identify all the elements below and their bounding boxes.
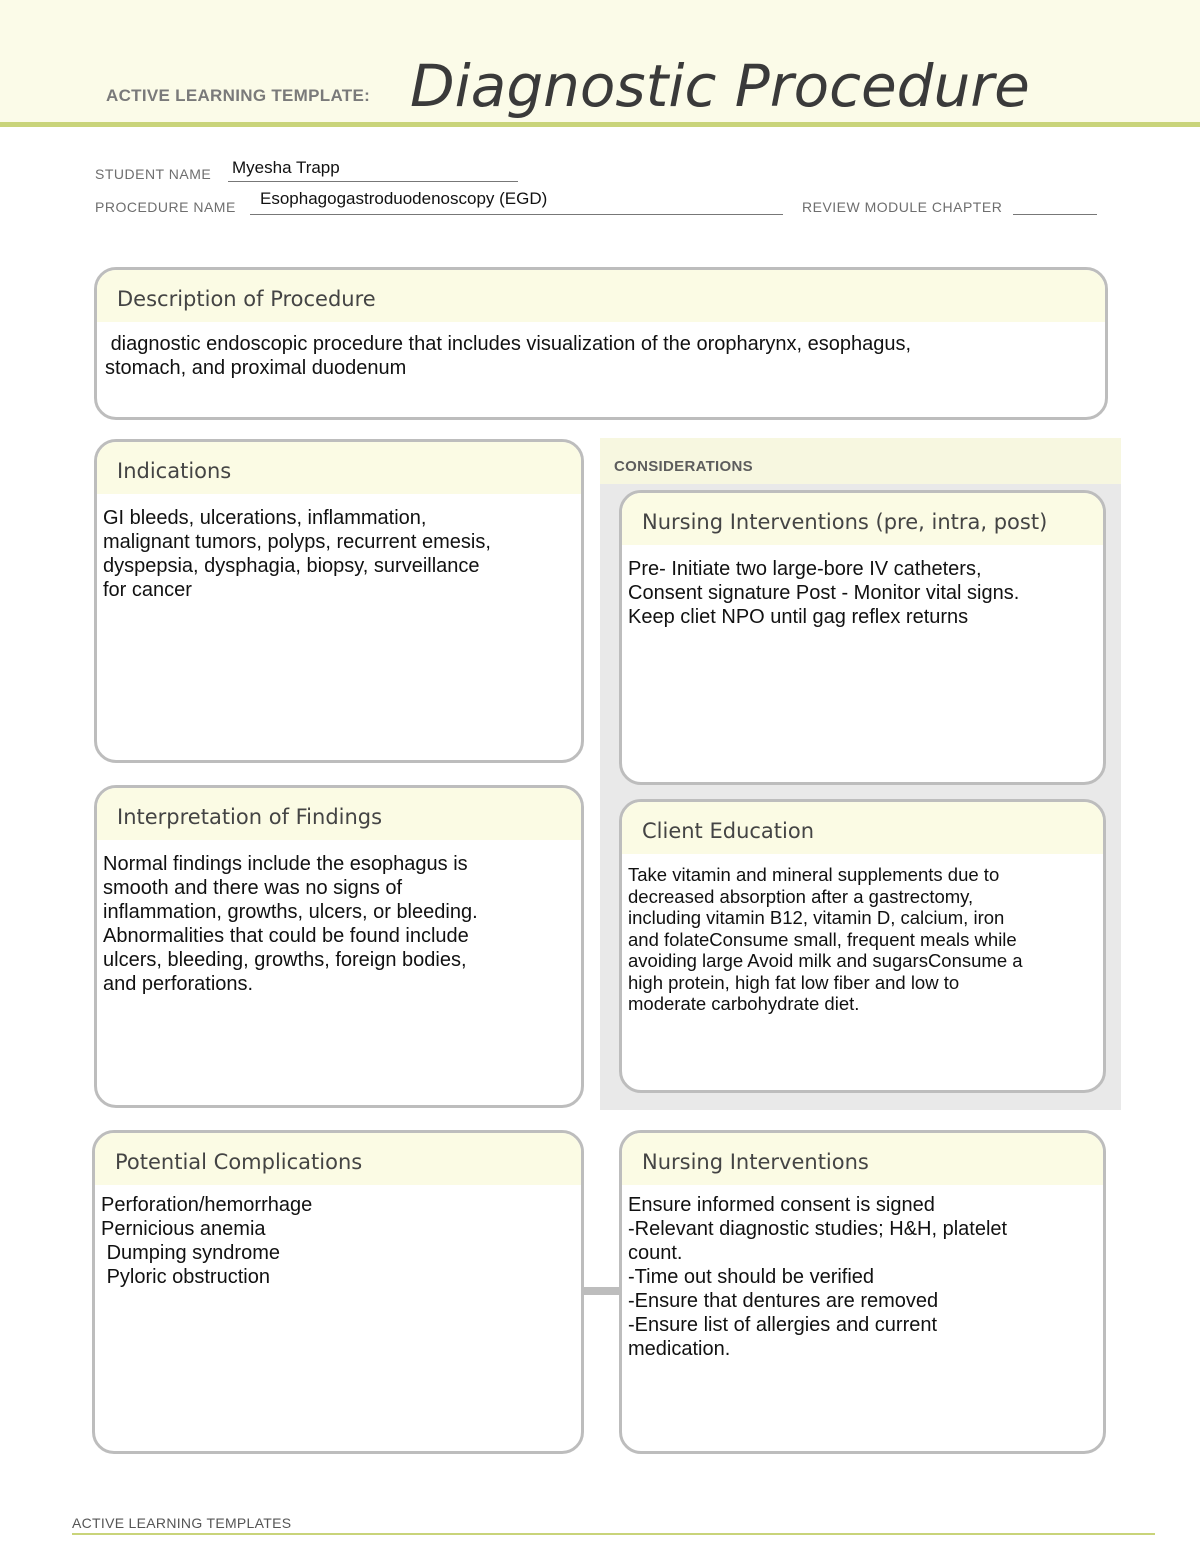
interpretation-text[interactable]: Normal findings include the esophagus is smooth and there was no signs of inflammation, growths, ulcers, or bleeding. Abnormalities that could be found include ulcers, bleeding, growths, foreign bodies, and perforations. — [103, 853, 478, 995]
client-education-box — [619, 799, 1106, 1093]
procedure-name-label: PROCEDURE NAME — [95, 199, 236, 215]
description-box — [94, 267, 1108, 420]
footer-label: ACTIVE LEARNING TEMPLATES — [72, 1515, 292, 1531]
complications-heading: Potential Complications — [95, 1133, 581, 1185]
template-label: ACTIVE LEARNING TEMPLATE: — [106, 86, 371, 105]
nursing-interventions-box — [619, 1130, 1106, 1454]
indications-heading: Indications — [97, 442, 581, 494]
connector-bar — [583, 1287, 620, 1295]
description-heading: Description of Procedure — [97, 270, 1105, 322]
nursing-interventions-heading: Nursing Interventions — [622, 1133, 1103, 1185]
client-education-heading: Client Education — [622, 802, 1103, 854]
indications-box — [94, 439, 584, 763]
complications-text[interactable]: Perforation/hemorrhage Pernicious anemia Dumping syndrome Pyloric obstruction — [101, 1194, 313, 1288]
interpretation-heading: Interpretation of Findings — [97, 788, 581, 840]
footer-rule — [72, 1533, 1155, 1535]
interpretation-box — [94, 785, 584, 1108]
complications-box — [92, 1130, 584, 1454]
nursing-interventions-ppp-heading: Nursing Interventions (pre, intra, post) — [622, 493, 1103, 545]
page-title: Diagnostic Procedure — [410, 52, 1030, 120]
review-module-field[interactable] — [1013, 196, 1097, 215]
header-rule — [0, 122, 1200, 127]
student-name-label: STUDENT NAME — [95, 166, 212, 182]
considerations-label: CONSIDERATIONS — [614, 458, 753, 475]
student-name-value: Myesha Trapp — [232, 158, 340, 177]
client-education-text[interactable]: Take vitamin and mineral supplements due to decreased absorption after a gastrectomy, including vitamin B12, vitamin D, calcium, iron and folateConsume small, frequent meals while avoiding large Avoid milk and sugarsConsume a high protein, high fat low fiber and low to moderate carbohydrate diet. — [628, 864, 1023, 1014]
description-text[interactable]: diagnostic endoscopic procedure that includes visualization of the oropharynx, esophagus, stomach, and proximal duodenum — [105, 333, 912, 379]
review-module-label: REVIEW MODULE CHAPTER — [802, 199, 1003, 215]
indications-text[interactable]: GI bleeds, ulcerations, inflammation, malignant tumors, polyps, recurrent emesis, dyspepsia, dysphagia, biopsy, surveillance for cancer — [103, 507, 491, 601]
nursing-interventions-text[interactable]: Ensure informed consent is signed -Relevant diagnostic studies; H&H, platelet count. -Time out should be verified -Ensure that dentures are removed -Ensure list of allergies and current medication. — [628, 1194, 1008, 1360]
procedure-name-value: Esophagogastroduodenoscopy (EGD) — [260, 189, 548, 208]
nursing-interventions-ppp-text[interactable]: Pre- Initiate two large-bore IV catheters, Consent signature Post - Monitor vital signs. Keep cliet NPO until gag reflex returns — [628, 558, 1020, 628]
nursing-interventions-ppp-box — [619, 490, 1106, 785]
